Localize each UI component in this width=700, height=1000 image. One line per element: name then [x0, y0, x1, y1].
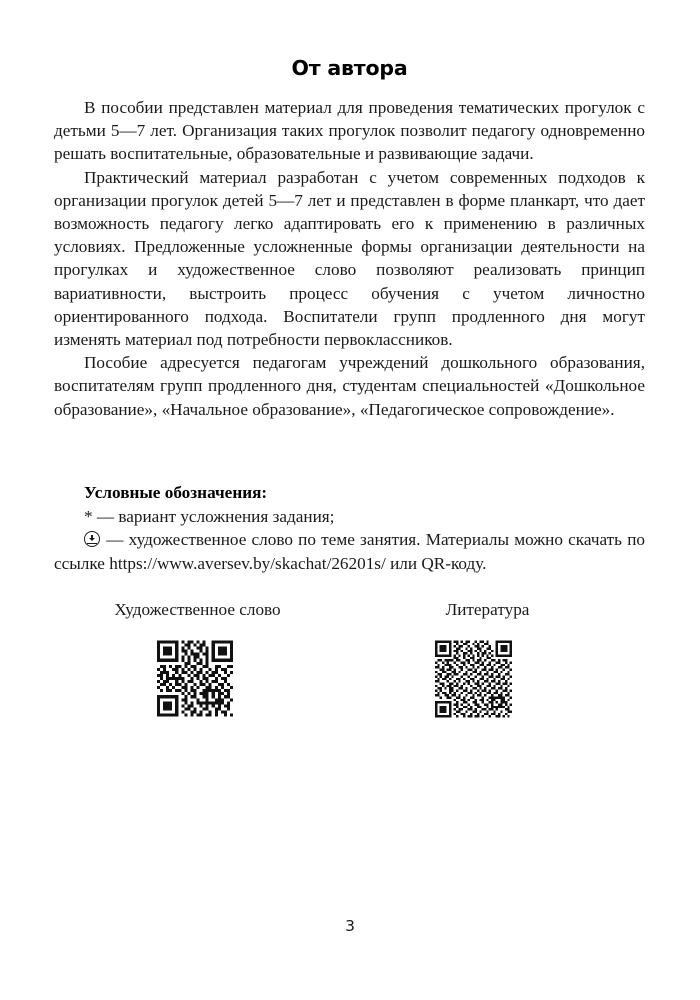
- qr-code-icon-hudozhestvennoe-slovo[interactable]: [157, 640, 233, 717]
- circled-download-arrow-icon: [84, 531, 100, 547]
- legend-block: [54, 481, 645, 575]
- body-text-column: [54, 96, 645, 421]
- paragraph-3: Пособие адресуется педагогам учреждений дошкольного образования, воспитателям групп продленного дня, студентам специальностей «Дошкольное образование», «Начальное образование», «Педагогическое сопровождение».: [54, 353, 645, 419]
- qr-caption-hudozhestvennoe-slovo: Художественное слово: [114, 600, 281, 619]
- qr-code-icon-literatura[interactable]: [435, 640, 512, 718]
- qr-caption-literatura: Литература: [445, 600, 530, 619]
- asterisk-symbol: *: [84, 507, 93, 527]
- page-title: От автора: [291, 56, 408, 80]
- asterisk-description: — вариант усложнения задания;: [96, 507, 335, 527]
- legend-item-asterisk: [54, 505, 645, 528]
- legend-heading: Условные обозначения:: [84, 483, 268, 502]
- download-description: — художественное слово по теме занятия. Материалы можно скачать по ссылке https://www.aversev.by/skachat/26201s/ или QR-коду.: [54, 530, 646, 573]
- legend-item-download: [54, 528, 645, 574]
- paragraph-2: Практический материал разработан с учетом современных подходов к организации прогулок детей 5—7 лет и представлен в форме планкарт, что дает возможность педагогу легко адаптировать его к применению в различных условиях. Предложенные усложненные формы организации деятельности на прогулках и художественное слово позволяют реализовать принцип вариативности, выстроить процесс обучения с учетом личностно ориентированного подхода. Воспитатели групп продленного дня могут изменять материал под потребности первоклассников.: [54, 167, 645, 350]
- page-number: 3: [345, 917, 355, 935]
- paragraph-1: В пособии представлен материал для проведения тематических прогулок с детьми 5—7 лет. Организация таких прогулок позволит педагогу одновременно решать воспитательные, образовательные и развивающие задачи.: [54, 98, 645, 164]
